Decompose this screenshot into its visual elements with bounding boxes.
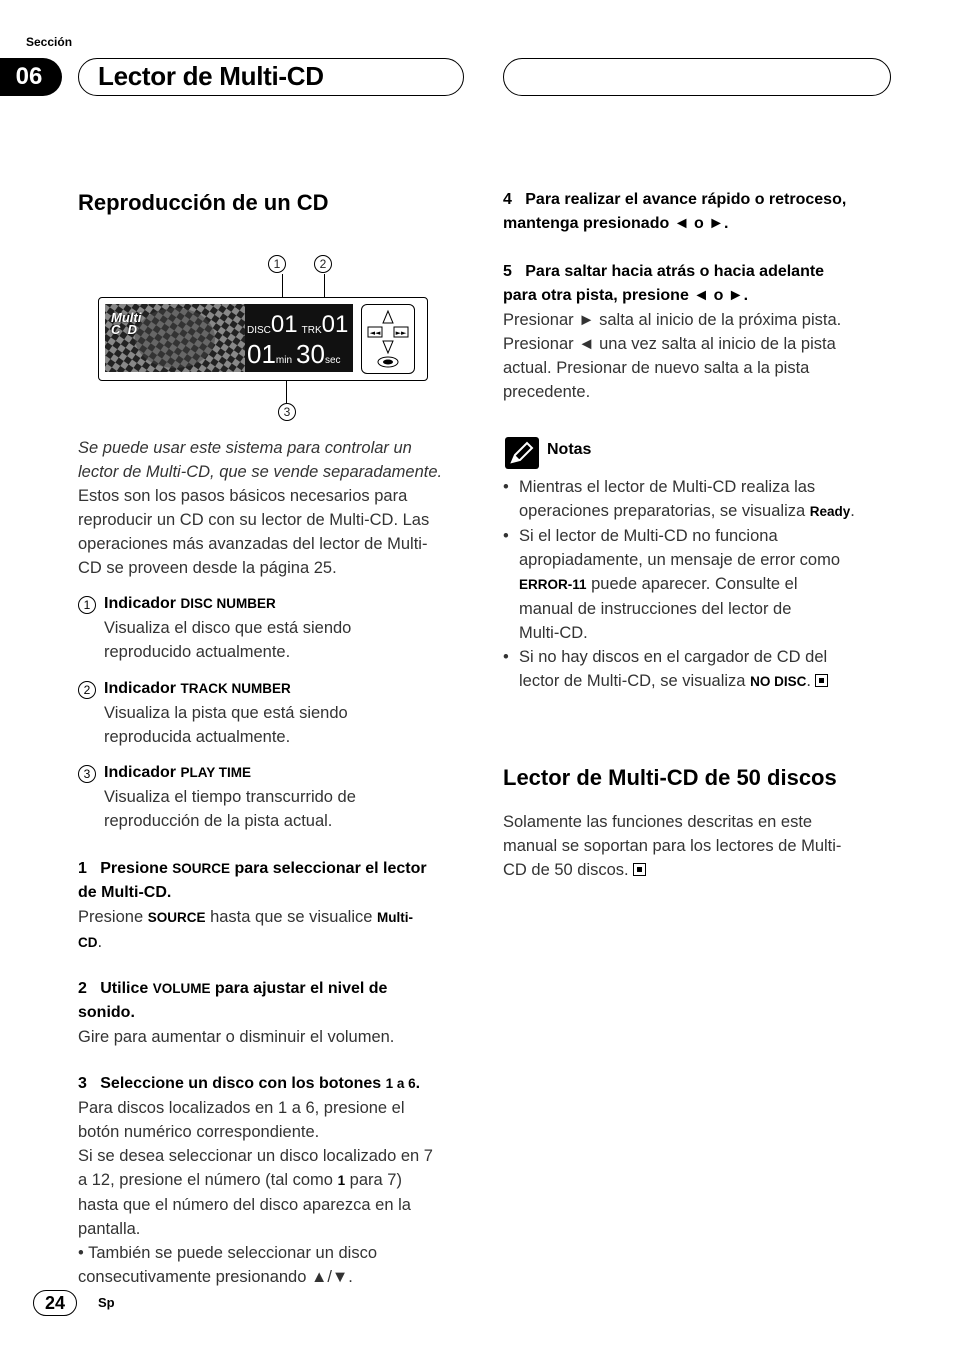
- step-4: 4 Para realizar el avance rápido o retroceso, mantenga presionado ◄ o ►.: [503, 191, 847, 232]
- svg-text:►►: ►►: [395, 329, 407, 337]
- notes-title: Notas: [547, 441, 592, 458]
- section-heading-reproduccion: Reproducción de un CD: [78, 190, 329, 215]
- head-unit-faceplate: [98, 297, 428, 381]
- intro-text: Se puede usar este sistema para controlar un lector de Multi-CD, que se vende separadamente. Estos son los pasos básicos necesarios para reproducir un CD con su lector de Multi-CD. Las operaciones más avanzadas del lector de Multi- CD se proveen desde la página 25.: [78, 439, 443, 577]
- note-item: • Si no hay discos en el cargador de CD del lector de Multi-CD, se visualiza NO DISC.: [503, 645, 903, 694]
- language-code: Sp: [98, 1295, 115, 1310]
- notes-list: [503, 475, 903, 694]
- lcd-display: [105, 304, 353, 372]
- note-item: • Mientras el lector de Multi-CD realiza las operaciones preparatorias, se visualiza Ready.: [503, 475, 903, 524]
- callout-3-line: [286, 381, 287, 403]
- end-mark-icon: [633, 863, 646, 876]
- callout-3: 3: [278, 403, 296, 422]
- callout-1: 1: [268, 255, 286, 274]
- play-time-readout: 01 min 30 sec: [247, 339, 341, 369]
- section-heading-50-discos: Lector de Multi-CD de 50 discos: [503, 765, 837, 790]
- indicator-disc-number: 1 Indicador DISC NUMBER Visualiza el disco que está siendo reproducido actualmente.: [78, 592, 478, 664]
- step-2: 2 Utilice VOLUME para ajustar el nivel de sonido. Gire para aumentar o disminuir el volumen.: [78, 980, 395, 1046]
- step-3: 3 Seleccione un disco con los botones 1 a 6. Para discos localizados en 1 a 6, presione el botón numérico correspondiente. Si se desea seleccionar un disco localizado en 7 a 12, presione el número (tal como 1 para 7) hasta que el número del disco aparezca en la pantalla. • También se puede seleccionar un disco consecutivamente presionando ▲/▼.: [78, 1075, 433, 1286]
- joystick-button: [361, 304, 415, 374]
- end-mark-icon: [815, 674, 828, 687]
- svg-text:◄◄: ◄◄: [369, 329, 381, 337]
- step-1: 1 Presione SOURCE para seleccionar el lector de Multi-CD. Presione SOURCE hasta que se visualice Multi- CD.: [78, 860, 427, 951]
- callout-2: 2: [314, 255, 332, 274]
- display-figure: [98, 250, 430, 430]
- indicator-play-time: 3 Indicador PLAY TIME Visualiza el tiempo transcurrido de reproducción de la pista actual.: [78, 761, 478, 833]
- note-item: • Si el lector de Multi-CD no funciona apropiadamente, un mensaje de error como ERROR-11 puede aparecer. Consulte el manual de instrucciones del lector de Multi-CD.: [503, 524, 903, 645]
- notes-pencil-icon: [505, 437, 539, 469]
- indicator-track-number: 2 Indicador TRACK NUMBER Visualiza la pista que está siendo reproducida actualmente.: [78, 677, 478, 749]
- section-label: Sección: [26, 35, 73, 49]
- joystick-arrows-icon: [362, 305, 414, 373]
- header-right-frame: [503, 58, 891, 96]
- multi-cd-logo: Multi C D: [111, 310, 142, 337]
- page-number: 24: [33, 1290, 77, 1316]
- section-number-badge: 06: [0, 58, 62, 96]
- chapter-title: Lector de Multi-CD: [98, 61, 324, 91]
- disc-track-readout: DISC 01 TRK 01: [247, 311, 349, 338]
- step-5: 5 Para saltar hacia atrás o hacia adelante para otra pista, presione ◄ o ►. Presionar ► salta al inicio de la próxima pista. Presionar ◄ una vez salta al inicio de la pista actual. Presionar de nuevo salta a la pista precedente.: [503, 263, 842, 401]
- section-50-body: Solamente las funciones descritas en este manual se soportan para los lectores de Multi- CD de 50 discos.: [503, 813, 842, 879]
